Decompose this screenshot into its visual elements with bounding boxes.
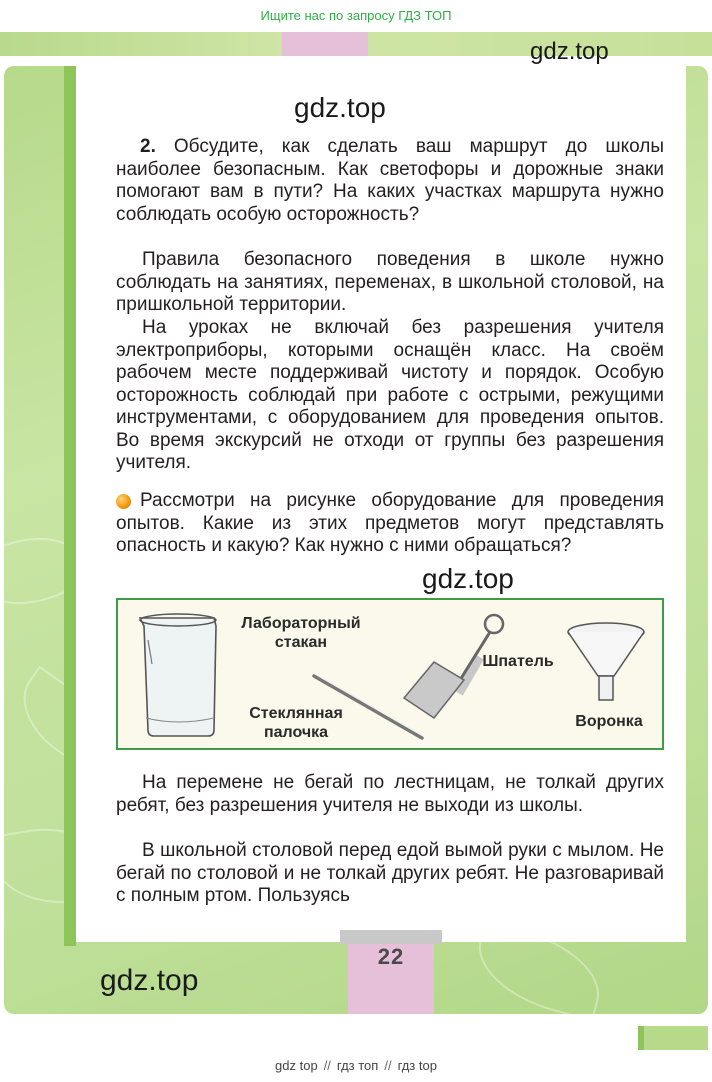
funnel-icon [568,623,644,700]
page-number-tab [348,930,434,1014]
watermark: gdz.top [422,563,514,594]
next-page-strip [4,1024,708,1050]
glass-rod-label-line1: Стеклянная [249,705,343,722]
page-margin-bar [64,66,76,946]
beaker-label-line1: Лабораторный [241,615,361,632]
footer-separator: // [323,1058,331,1073]
watermark: gdz.top [294,92,386,123]
funnel-label: Воронка [575,713,643,730]
top-banner[interactable]: Ищите нас по запросу ГДЗ ТОП [0,0,712,32]
watermark: gdz.top [100,964,199,997]
page-number: 22 [377,944,405,969]
footer-link-3[interactable]: гдз top [397,1058,437,1073]
glass-rod-label [236,704,356,742]
paragraph-school-rules: Правила безопасного поведения в школе нужно соблюдать на занятиях, переменах, в школьной столовой, на пришкольной территории. [116,249,664,315]
watermark-top: gdz.top [530,38,609,65]
next-page-margin [638,1026,708,1050]
paragraph-canteen-rules: В школьной столовой перед едой вымой руки с мылом. Не бегай по столовой и не толкай других ребят. Не разговаривай с полным ртом. Пользуясь [116,840,664,906]
task-question [116,136,664,226]
spatula-label: Шпатель [482,653,554,670]
beaker-icon [140,614,216,736]
page-number-shadow [340,930,442,944]
footer-separator: // [384,1058,392,1073]
paragraph-figure-task: Рассмотри на рисунке оборудование для проведения опытов. Какие из этих предметов могут представлять опасность и какую? Как нужно с ними обращаться? [116,490,664,556]
beaker-label-line2: стакан [274,634,328,651]
glass-rod-label-line2: палочка [263,724,329,741]
footer-link-2[interactable]: гдз топ [336,1058,379,1073]
lab-equipment-figure [116,598,664,750]
paragraph-break-rules: На перемене не бегай по лестницам, не толкай других ребят, без разрешения учителя не выходи из школы. [116,772,664,816]
beaker-label [226,614,376,652]
paragraph-lesson-rules: На уроках не включай без разрешения учителя электроприборы, которыми оснащён класс. На своём рабочем месте поддерживай чистоту и порядок. Особую осторожность соблюдай при работе с острыми, режущими инструментами, с оборудованием для проведения опытов. Во время экскурсий не отходи от группы без разрешения учителя. [116,317,664,473]
task-number: 2. [140,136,156,157]
footer-links [0,1054,712,1078]
previous-page-tab [282,32,368,56]
footer-link-1[interactable]: gdz top [275,1058,318,1073]
task-text: Обсудите, как сделать ваш маршрут до школы наиболее безопасным. Как светофоры и дорожные знаки помогают вам в пути? На каких участках маршрута нужно соблюдать особую осторожность? [116,136,664,225]
